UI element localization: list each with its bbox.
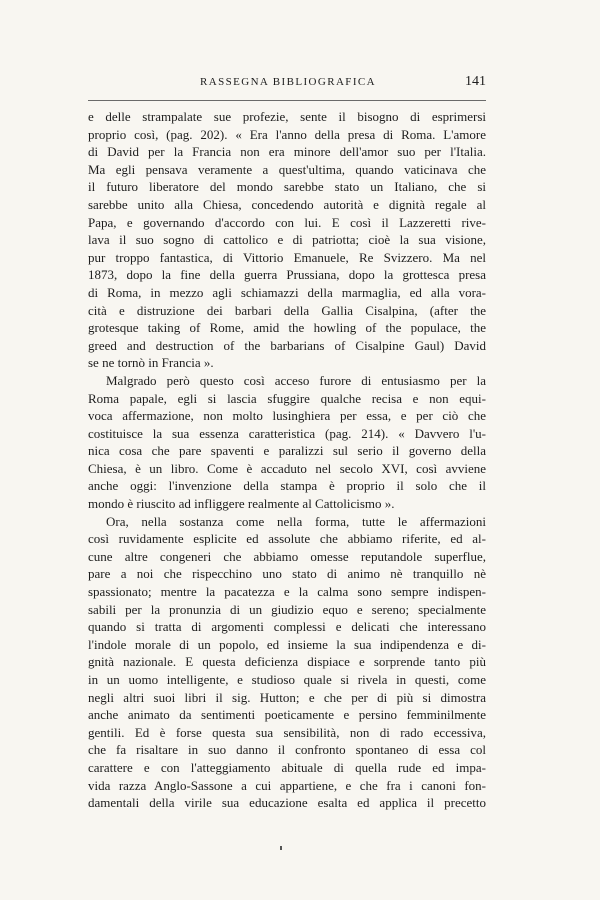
paper-speck: [280, 846, 282, 850]
text-line: sabili per la pronunzia di un giudizio equo e sereno; specialmente: [88, 601, 486, 617]
paragraph-end-line: mondo è riuscito ad infliggere realmente al Cattolicismo ».: [88, 496, 395, 512]
text-line: nica cosa che pare spaventi e paralizzi sul serio il governo della: [88, 443, 486, 459]
text-line: anche oggi: l'invenzione della stampa è proprio il solo che il: [88, 478, 486, 494]
text-line: spassionato; mentre la pacatezza e la calma sono sempre indispen-: [88, 584, 486, 600]
text-line: così ruvidamente esplicite ed assolute che abbiamo riferite, ed al-: [88, 531, 486, 547]
text-line: cune altre congeneri che abbiamo omesse reputandole superflue,: [88, 548, 486, 564]
text-line: carattere e con l'atteggiamento abituale di quella rude ed impa-: [88, 759, 486, 775]
text-line: Ma egli pensava veramente a quest'ultima, quando vaticinava che: [88, 161, 486, 177]
text-line: di David per la Francia non era minore dell'amor suo per l'Italia.: [88, 144, 486, 160]
text-line: Papa, e governando d'accordo con lui. E così il Lazzeretti rive-: [88, 214, 486, 230]
text-line: cità e distruzione dei barbari della Gallia Cisalpina, (after the: [88, 302, 486, 318]
text-line: il futuro liberatore del mondo sarebbe stato un Italiano, che si: [88, 179, 486, 195]
text-line: sarebbe unito alla Chiesa, concedendo autorità e dignità regale al: [88, 196, 486, 212]
text-line: quando si tratta di argomenti complessi e delicati che interessano: [88, 619, 486, 635]
text-line: che fa risaltare in suo danno il confronto spontaneo di essa col: [88, 742, 486, 758]
paragraph-start-line: Malgrado però questo così acceso furore di entusiasmo per la: [106, 372, 486, 388]
text-line: voca affermazione, non molto lusinghiera per essa, e per ciò che: [88, 408, 486, 424]
text-line: lava il suo sogno di cattolico e di patriotta; cioè la sua visione,: [88, 232, 486, 248]
text-line: gentili. Ed è forse questa sua sensibilità, non di rado eccessiva,: [88, 724, 486, 740]
running-head: [88, 76, 486, 96]
paragraph-end-line: se ne tornò in Francia ».: [88, 355, 214, 371]
text-line: grotesque taking of Rome, amid the howling of the populace, the: [88, 320, 486, 336]
body-text: [88, 108, 486, 812]
text-line: Roma papale, egli si lascia sfuggire qualche recisa e non equi-: [88, 390, 486, 406]
text-line: negli altri suoi libri il sig. Hutton; e che per di più si dimostra: [88, 689, 486, 705]
text-line: vida razza Anglo-Sassone a cui appartiene, e che fra i canoni fon-: [88, 777, 486, 793]
text-line: l'indole morale di un popolo, ed insieme la sua indipendenza e di-: [88, 636, 486, 652]
text-line: Chiesa, è un libro. Come è accaduto nel secolo XVI, così avviene: [88, 460, 486, 476]
text-line: damentali della virile sua educazione esalta ed applica il precetto: [88, 795, 486, 811]
text-line: e delle strampalate sue profezie, sente il bisogno di esprimersi: [88, 109, 486, 124]
text-line: costituisce la sua essenza caratteristica (pag. 214). « Davvero l'u-: [88, 425, 486, 441]
text-line: di Roma, in mezzo agli schiamazzi della marmaglia, ed alla vora-: [88, 284, 486, 300]
text-line: pare a noi che rispecchino uno stato di animo nè tranquillo nè: [88, 566, 486, 582]
paragraph-start-line: Ora, nella sostanza come nella forma, tutte le affermazioni: [106, 513, 486, 529]
text-line: proprio così, (pag. 202). « Era l'anno della presa di Roma. L'amore: [88, 126, 486, 142]
text-line: in un uomo intelligente, e studioso quale si rivela in questi, come: [88, 672, 486, 687]
page-number: 141: [465, 74, 486, 89]
text-line: gnità nazionale. E questa deficienza dispiace e sorprende tanto più: [88, 654, 486, 670]
text-line: greed and destruction of the barbarians of Cisalpine Gaul) David: [88, 337, 486, 353]
text-line: pur troppo fantastica, di Vittorio Emanuele, Re Svizzero. Ma nel: [88, 249, 486, 265]
header-rule: [88, 100, 486, 101]
running-title: RASSEGNA BIBLIOGRAFICA: [200, 76, 376, 88]
text-line: anche animato da sentimenti poeticamente e persino femminilmente: [88, 707, 486, 723]
text-line: 1873, dopo la fine della guerra Prussiana, dopo la grottesca presa: [88, 267, 486, 283]
